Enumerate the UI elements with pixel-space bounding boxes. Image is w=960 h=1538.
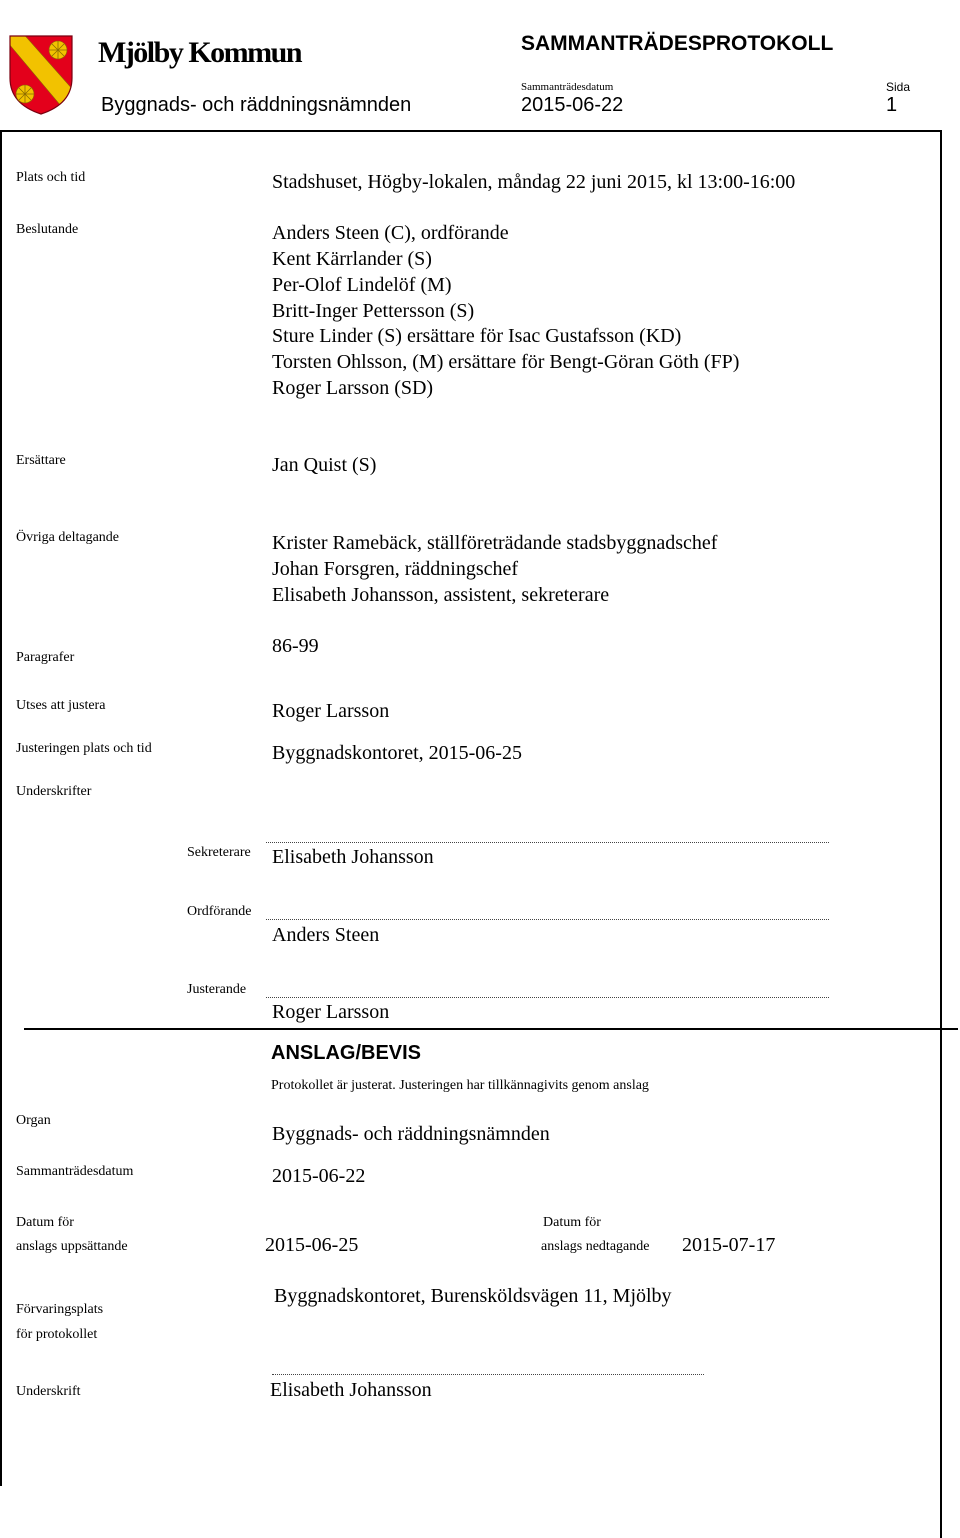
meeting-date-label: Sammanträdesdatum	[521, 81, 614, 93]
substitutes-value: Jan Quist (S)	[272, 454, 377, 476]
place-value: Stadshuset, Högby-lokalen, måndag 22 juni 2015, kl 13:00-16:00	[272, 171, 796, 193]
adjust-place-value: Byggnadskontoret, 2015-06-25	[272, 742, 522, 764]
municipal-coat-of-arms-icon	[8, 34, 74, 116]
right-border	[940, 131, 942, 1538]
meeting-date: 2015-06-22	[521, 94, 624, 116]
deciding-member: Britt-Inger Pettersson (S)	[272, 300, 475, 322]
paragraphs-value: 86-99	[272, 635, 319, 657]
secretary-name: Elisabeth Johansson	[272, 846, 434, 868]
page-label: Sida	[886, 80, 911, 94]
committee-name: Byggnads- och räddningsnämnden	[101, 94, 412, 116]
posted-date: 2015-06-25	[265, 1234, 359, 1256]
removed-label-line1: Datum för	[543, 1215, 601, 1230]
deciding-member: Roger Larsson (SD)	[272, 377, 434, 399]
posted-label-line1: Datum för	[16, 1215, 74, 1230]
deciding-member: Per-Olof Lindelöf (M)	[272, 274, 452, 296]
substitutes-label: Ersättare	[16, 453, 66, 468]
storage-label-line1: Förvaringsplats	[16, 1302, 104, 1317]
other-participant: Elisabeth Johansson, assistent, sekreterare	[272, 584, 610, 606]
deciding-member: Kent Kärrlander (S)	[272, 248, 432, 270]
chair-label: Ordförande	[187, 904, 252, 919]
paragraphs-label: Paragrafer	[16, 650, 75, 665]
other-participant: Krister Ramebäck, ställföreträdande stadsbyggnadschef	[272, 532, 718, 554]
adjuster-value: Roger Larsson	[272, 700, 390, 722]
posted-label-line2: anslags uppsättande	[16, 1239, 128, 1254]
others-label: Övriga deltagande	[16, 530, 120, 545]
notice-divider	[24, 1028, 958, 1030]
deciding-member: Anders Steen (C), ordförande	[272, 222, 509, 244]
removed-date: 2015-07-17	[682, 1234, 776, 1256]
other-participant: Johan Forsgren, räddningschef	[272, 558, 519, 580]
removed-label-line2: anslags nedtagande	[541, 1239, 650, 1254]
notice-meeting-date: 2015-06-22	[272, 1165, 366, 1187]
notice-signature-line	[272, 1374, 704, 1375]
secretary-signature-line	[266, 842, 829, 843]
chair-signature-line	[266, 919, 829, 920]
signatures-label: Underskrifter	[16, 784, 92, 799]
adjuster-label: Utses att justera	[16, 698, 106, 713]
adjust-place-label: Justeringen plats och tid	[16, 741, 152, 756]
place-label: Plats och tid	[16, 170, 86, 185]
secretary-label: Sekreterare	[187, 845, 251, 860]
notice-statement: Protokollet är justerat. Justeringen har tillkännagivits genom anslag	[271, 1078, 649, 1093]
chair-name: Anders Steen	[272, 924, 380, 946]
deciding-member: Torsten Ohlsson, (M) ersättare för Bengt-Göran Göth (FP)	[272, 351, 740, 373]
page-number: 1	[886, 94, 898, 116]
organ-value: Byggnads- och räddningsnämnden	[272, 1123, 550, 1145]
notice-signature-name: Elisabeth Johansson	[270, 1379, 432, 1401]
adjuster-sign-name: Roger Larsson	[272, 1001, 390, 1023]
left-border	[0, 131, 2, 1486]
adjuster-sign-label: Justerande	[187, 982, 247, 997]
document-type: SAMMANTRÄDESPROTOKOLL	[521, 32, 834, 55]
storage-label-line2: för protokollet	[16, 1327, 98, 1342]
adjuster-signature-line	[266, 997, 829, 998]
notice-title: ANSLAG/BEVIS	[271, 1042, 422, 1064]
organ-label: Organ	[16, 1113, 51, 1128]
coat-of-arms	[8, 34, 74, 116]
notice-meeting-date-label: Sammanträdesdatum	[16, 1164, 134, 1179]
storage-value: Byggnadskontoret, Burensköldsvägen 11, Mjölby	[274, 1285, 672, 1307]
deciding-label: Beslutande	[16, 222, 79, 237]
header-divider	[0, 130, 942, 132]
municipality-name: Mjölby Kommun	[98, 36, 302, 69]
deciding-member: Sture Linder (S) ersättare för Isac Gustafsson (KD)	[272, 325, 682, 347]
notice-signature-label: Underskrift	[16, 1384, 81, 1399]
